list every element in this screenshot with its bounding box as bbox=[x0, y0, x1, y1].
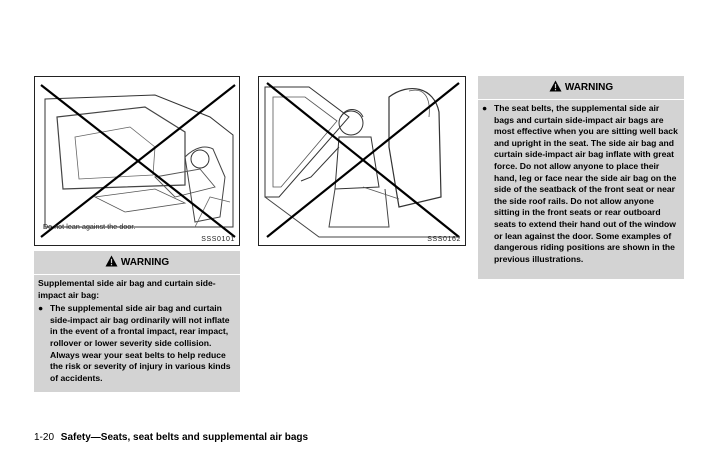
figure-lean-door bbox=[34, 76, 240, 246]
warning-box-seating-position bbox=[478, 76, 684, 279]
warning-box-airbag-inflation bbox=[34, 251, 240, 392]
section-title: Safety—Seats, seat belts and supplemental air bags bbox=[60, 432, 309, 443]
figure-caption: Do not lean against the door. bbox=[43, 224, 136, 231]
illustration-passenger-hand-out bbox=[259, 77, 465, 245]
warning-intro: Supplemental side air bag and curtain side-impact air bag: bbox=[38, 278, 216, 300]
warning-bullet bbox=[38, 303, 236, 384]
warning-bullet-text: The supplemental side air bag and curtain side-impact air bag ordinarily will not inflate in the event of a frontal impact, rear impact, rollover or lower severity side collision. Always wear your seat belts to help reduce the risk or severity of injury in various kinds of accidents. bbox=[50, 303, 231, 383]
page-footer bbox=[34, 432, 308, 443]
warning-header bbox=[478, 76, 684, 100]
warning-title: WARNING bbox=[564, 82, 614, 93]
figure-hand-window bbox=[258, 76, 466, 246]
warning-triangle-icon bbox=[105, 255, 118, 272]
figure-code: SSS0101 bbox=[201, 236, 235, 243]
page-number: 1-20 bbox=[34, 432, 55, 443]
warning-title: WARNING bbox=[120, 257, 170, 268]
warning-bullet bbox=[482, 103, 680, 265]
bullet-icon: ● bbox=[482, 103, 488, 113]
bullet-icon: ● bbox=[38, 303, 44, 314]
warning-triangle-icon bbox=[549, 80, 562, 97]
warning-header bbox=[34, 251, 240, 275]
figure-code: SSS0162 bbox=[427, 236, 461, 243]
warning-bullet-text: The seat belts, the supplemental side air bags and curtain side-impact air bags are most effective when you are sitting well back and upright in the seat. The side air bag and curtain side-impact air bag inflate with great force. Do not allow anyone to place their hand, leg or face near the side air bag on the side of the seatback of the front seat or near the side roof rails. Do not allow anyone sitting in the front seats or rear outboard seats to extend their hand out of the window or lean against the door. Some examples of dangerous riding positions are shown in the previous illustrations. bbox=[494, 103, 678, 264]
illustration-driver-leaning bbox=[35, 77, 239, 245]
